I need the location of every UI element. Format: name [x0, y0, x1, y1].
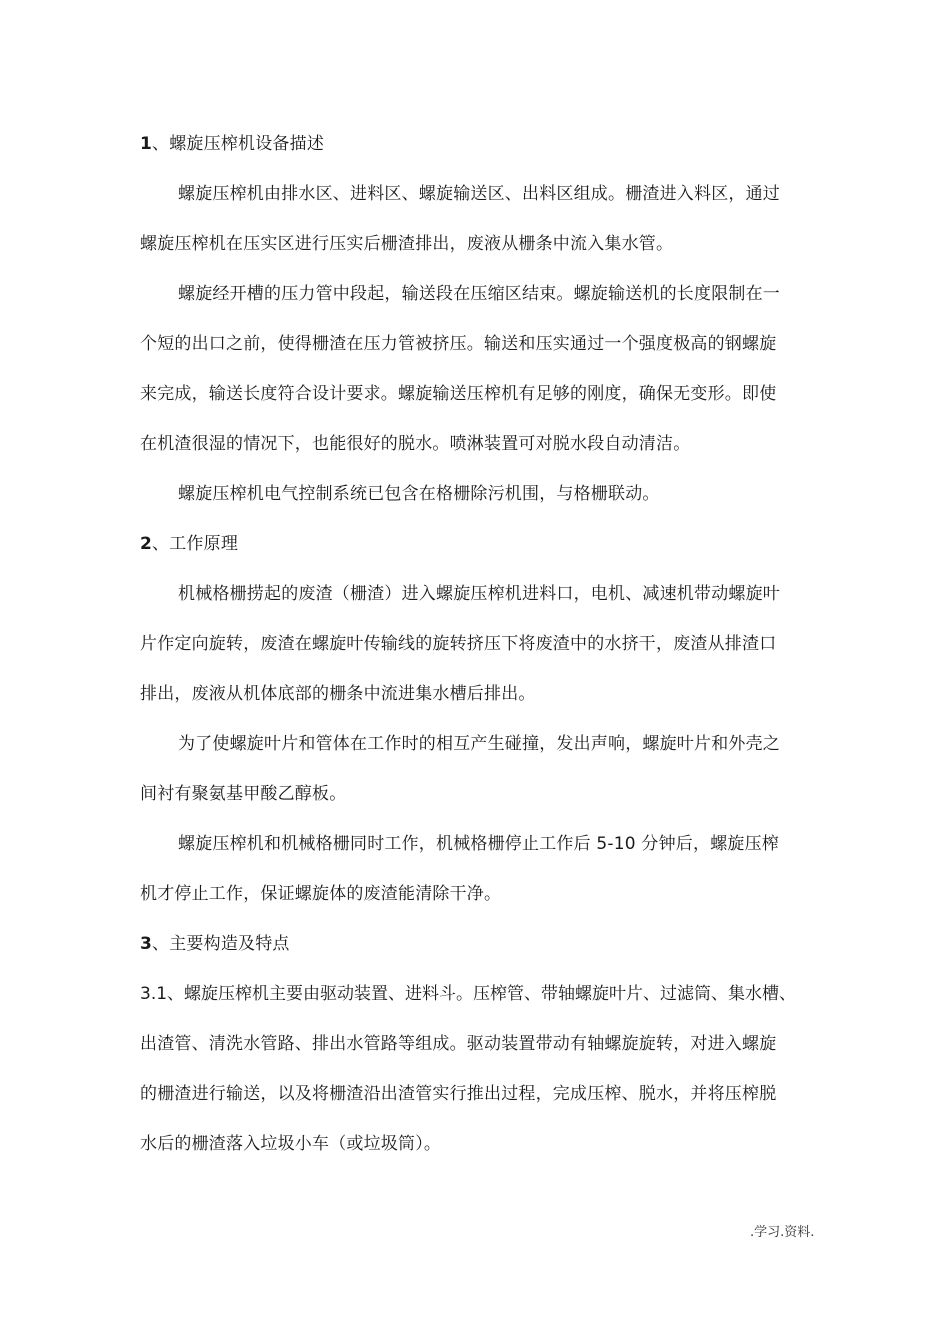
paragraph-line: 螺旋经开槽的压力管中段起，输送段在压缩区结束。螺旋输送机的长度限制在一: [178, 284, 780, 304]
section-3-heading: [140, 932, 290, 956]
paragraph-line: 机械格栅捞起的废渣（栅渣）进入螺旋压榨机进料口，电机、减速机带动螺旋叶: [178, 584, 780, 604]
paragraph-line: 螺旋压榨机在压实区进行压实后栅渣排出，废液从栅条中流入集水管。: [140, 234, 674, 254]
paragraph-line: 螺旋压榨机由排水区、进料区、螺旋输送区、出料区组成。栅渣进入料区，通过: [178, 184, 780, 204]
section-3-title: 、主要构造及特点: [152, 934, 290, 954]
paragraph-line: 片作定向旋转，废渣在螺旋叶传输线的旋转挤压下将废渣中的水挤干，废渣从排渣口: [140, 634, 777, 654]
paragraph-line: 来完成，输送长度符合设计要求。螺旋输送压榨机有足够的刚度，确保无变形。即使: [140, 384, 777, 404]
paragraph-line: 螺旋压榨机电气控制系统已包含在格栅除污机围，与格栅联动。: [178, 484, 660, 504]
section-1-heading: [140, 132, 324, 156]
section-2-number: 2: [140, 534, 153, 554]
paragraph-line: 为了使螺旋叶片和管体在工作时的相互产生碰撞，发出声响，螺旋叶片和外壳之: [178, 734, 780, 754]
page-footer: .学习.资料.: [750, 1225, 815, 1240]
paragraph-line: 间衬有聚氨基甲酸乙醇板。: [140, 784, 347, 804]
paragraph-line: 排出，废液从机体底部的栅条中流进集水槽后排出。: [140, 684, 536, 704]
paragraph-line: 3.1、螺旋压榨机主要由驱动装置、进料斗。压榨管、带轴螺旋叶片、过滤筒、集水槽、: [140, 984, 797, 1004]
section-1-number: 1: [140, 134, 153, 154]
section-3-number: 3: [140, 934, 153, 954]
section-2-title: 、工作原理: [152, 534, 239, 554]
paragraph-line: 个短的出口之前，使得栅渣在压力管被挤压。输送和压实通过一个强度极高的钢螺旋: [140, 334, 777, 354]
paragraph-line: 出渣管、清洗水管路、排出水管路等组成。驱动装置带动有轴螺旋旋转，对进入螺旋: [140, 1034, 777, 1054]
paragraph-line: 螺旋压榨机和机械格栅同时工作，机械格栅停止工作后 5-10 分钟后，螺旋压榨: [178, 834, 779, 854]
section-2-heading: [140, 532, 238, 556]
paragraph-line: 机才停止工作，保证螺旋体的废渣能清除干净。: [140, 884, 502, 904]
paragraph-line: 的栅渣进行输送，以及将栅渣沿出渣管实行推出过程，完成压榨、脱水，并将压榨脱: [140, 1084, 777, 1104]
paragraph-line: 水后的栅渣落入垃圾小车（或垃圾筒）。: [140, 1134, 442, 1154]
paragraph-line: 在机渣很湿的情况下，也能很好的脱水。喷淋装置可对脱水段自动清洁。: [140, 434, 691, 454]
section-1-title: 、螺旋压榨机设备描述: [152, 134, 325, 154]
